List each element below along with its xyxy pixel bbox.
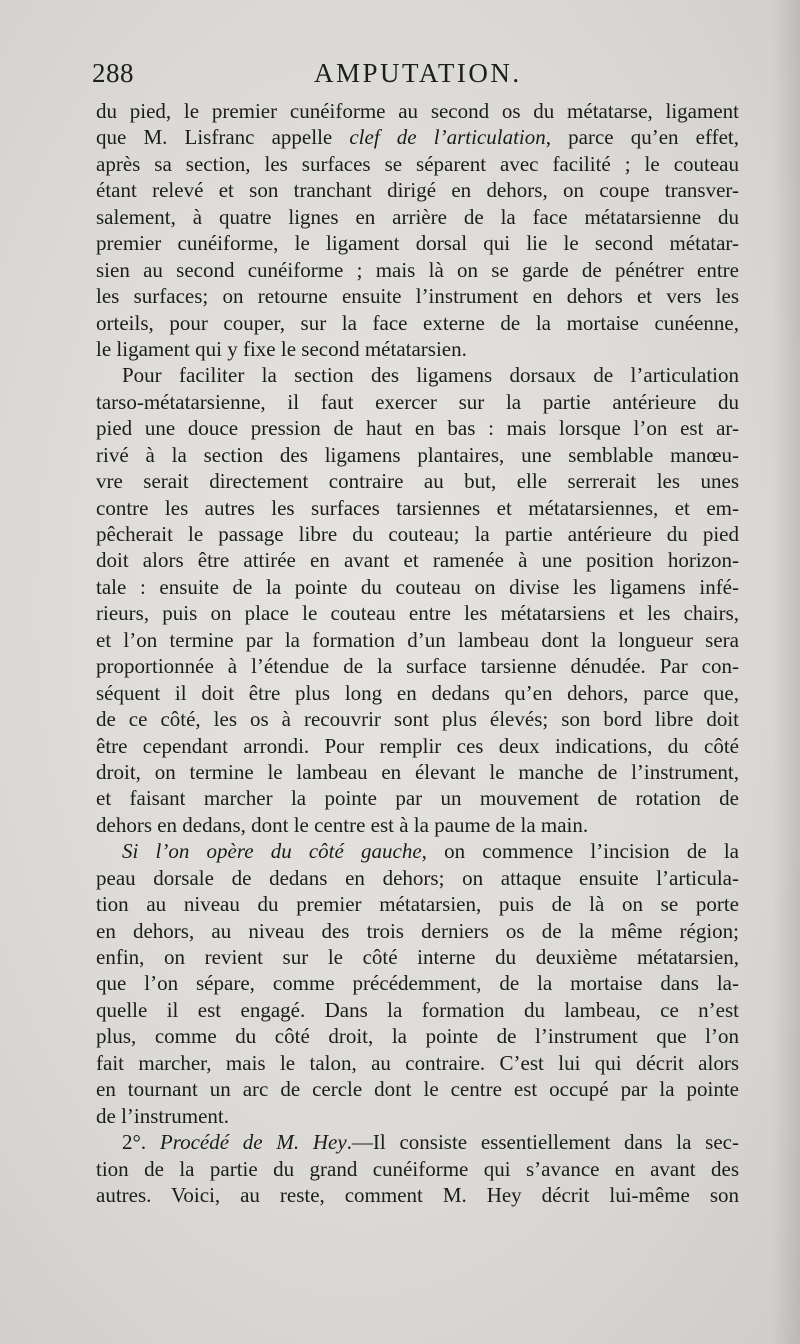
text-line: tale : ensuite de la pointe du couteau on divise les ligamens infé- xyxy=(96,574,739,599)
text-line: salement, à quatre lignes en arrière de la face métatarsienne du xyxy=(96,204,739,229)
text-line: fait marcher, mais le talon, au contraire. C’est lui qui décrit alors xyxy=(96,1050,739,1075)
text-run: 2°. xyxy=(122,1130,160,1155)
text-line: quelle il est engagé. Dans la formation du lambeau, ce n’est xyxy=(96,997,739,1022)
text-line: de ce côté, les os à recouvrir sont plus élevés; son bord libre doit xyxy=(96,707,739,732)
text-line: du pied, le premier cunéiforme au second os du métatarse, ligament xyxy=(96,99,739,123)
page-number: 288 xyxy=(92,58,134,88)
text-line: dehors en dedans, dont le centre est à la paume de la main. xyxy=(96,812,589,837)
text-line: le ligament qui y fixe le second métatarsien. xyxy=(96,336,467,361)
page-edge-shadow xyxy=(772,0,800,1344)
text-line: droit, on termine le lambeau en élevant le manche de l’instrument, xyxy=(96,759,739,784)
body-text xyxy=(96,98,739,1208)
text-line: vre serait directement contraire au but, elle serrerait les unes xyxy=(96,469,739,494)
italic-text-run: clef de l’articulation xyxy=(349,125,546,150)
text-line xyxy=(96,838,739,864)
text-line: orteils, pour couper, sur la face externe de la mortaise cunéenne, xyxy=(96,310,739,335)
text-line: premier cunéiforme, le ligament dorsal qui lie le second métatar- xyxy=(96,231,739,256)
italic-text-run: Procédé de M. Hey xyxy=(159,1130,347,1155)
text-line: rivé à la section des ligamens plantaires, une semblable manœu- xyxy=(96,442,739,467)
text-line: pêcherait le passage libre du couteau; la partie antérieure du pied xyxy=(96,522,739,546)
text-run: , on commence l’incision de la xyxy=(421,839,739,864)
text-line: tion de la partie du grand cunéiforme qui s’avance en avant des xyxy=(96,1156,739,1181)
text-line: tarso-métatarsienne, il faut exercer sur la partie antérieure du xyxy=(96,389,739,414)
text-line: en tournant un arc de cercle dont le centre est occupé par la pointe xyxy=(96,1077,739,1102)
running-head: AMPUTATION. xyxy=(314,58,522,88)
italic-text-run: Si l’on opère du côté gauche xyxy=(122,839,422,864)
text-line: être cependant arrondi. Pour remplir ces deux indications, du côté xyxy=(96,733,739,758)
text-line: autres. Voici, au reste, comment M. Hey décrit lui-même son xyxy=(96,1182,739,1207)
text-line: peau dorsale de dedans en dehors; on attaque ensuite l’articula- xyxy=(96,865,739,890)
text-line: séquent il doit être plus long en dedans qu’en dehors, parce que, xyxy=(96,680,739,705)
text-line: sien au second cunéiforme ; mais là on se garde de pénétrer entre xyxy=(96,257,739,282)
page-header xyxy=(92,58,742,92)
text-line: étant relevé et son tranchant dirigé en dehors, on coupe transver- xyxy=(96,178,739,203)
text-line: proportionnée à l’étendue de la surface tarsienne dénudée. Par con- xyxy=(96,654,739,679)
text-line: rieurs, puis on place le couteau entre les métatarsiens et les chairs, xyxy=(96,601,739,626)
text-line xyxy=(96,124,739,150)
text-line: doit alors être attirée en avant et ramenée à une position horizon- xyxy=(96,548,739,573)
text-line: et faisant marcher la pointe par un mouvement de rotation de xyxy=(96,786,739,811)
text-line: et l’on termine par la formation d’un lambeau dont la longueur sera xyxy=(96,627,739,652)
text-line: que l’on sépare, comme précédemment, de la mortaise dans la- xyxy=(96,971,739,996)
text-run: , parce qu’en effet, xyxy=(545,125,739,150)
text-line: plus, comme du côté droit, la pointe de l’instrument que l’on xyxy=(96,1024,739,1049)
text-line xyxy=(96,1129,739,1155)
text-line: enfin, on revient sur le côté interne du deuxième métatarsien, xyxy=(96,945,739,969)
text-line: les surfaces; on retourne ensuite l’instrument en dehors et vers les xyxy=(96,284,739,309)
text-line: contre les autres les surfaces tarsiennes et métatarsiennes, et em- xyxy=(96,495,739,520)
text-line: après sa section, les surfaces se séparent avec facilité ; le couteau xyxy=(96,151,739,176)
text-line: en dehors, au niveau des trois derniers os de la même région; xyxy=(96,918,739,943)
text-line: Pour faciliter la section des ligamens dorsaux de l’articulation xyxy=(122,363,739,388)
text-line: de l’instrument. xyxy=(96,1103,229,1128)
text-run: que M. Lisfranc appelle xyxy=(96,125,350,150)
text-run: .—Il consiste essentiellement dans la sec- xyxy=(346,1130,739,1155)
text-line: tion au niveau du premier métatarsien, puis de là on se porte xyxy=(96,892,739,917)
text-line: pied une douce pression de haut en bas : mais lorsque l’on est ar- xyxy=(96,416,739,441)
